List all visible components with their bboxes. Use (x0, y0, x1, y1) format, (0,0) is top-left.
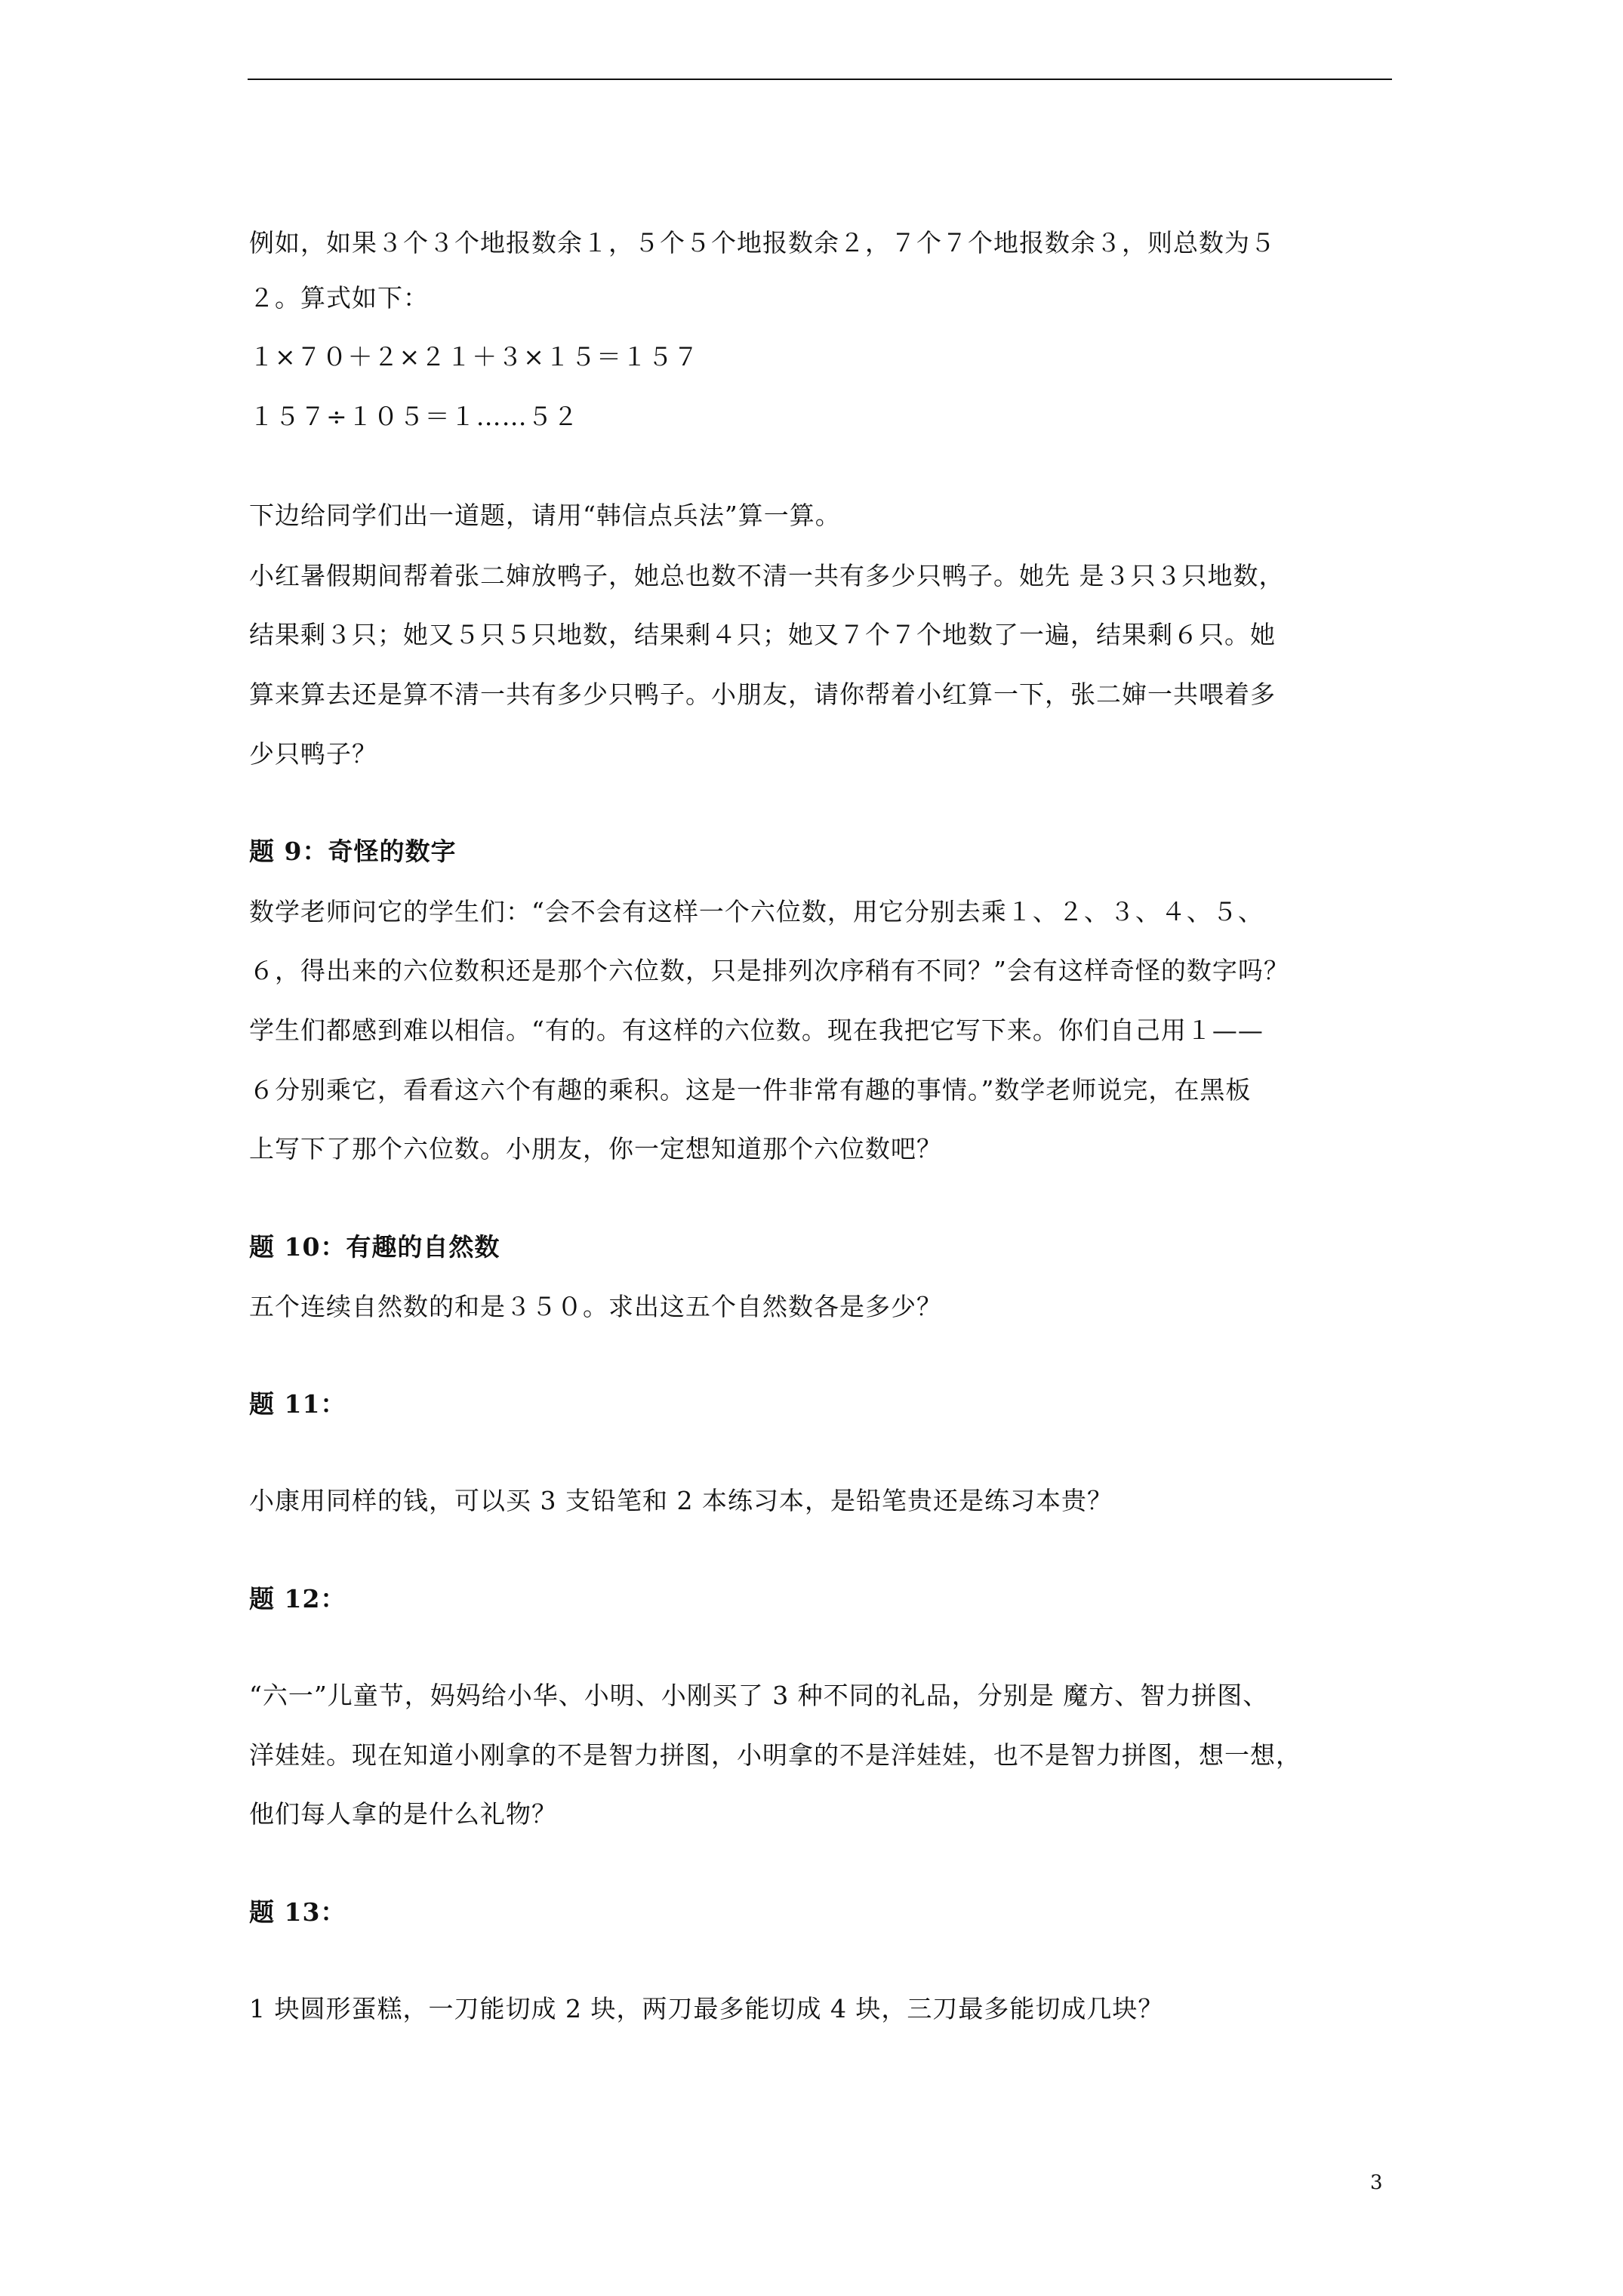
intro-line-2: 小红暑假期间帮着张二婶放鸭子，她总也数不清一共有多少只鸭子。她先 是３只３只地数， (249, 561, 1285, 590)
question-9-line-3: 学生们都感到难以相信。“有的。有这样的六位数。现在我把它写下来。你们自己用１—— (249, 1015, 1264, 1045)
example-line-1: 例如，如果３个３个地报数余１，５个５个地报数余２，７个７个地报数余３，则总数为５ (249, 228, 1276, 257)
header-rule (248, 79, 1392, 80)
formula-line-2: １５７÷１０５＝１……５２ (249, 402, 579, 431)
page-number: 3 (1370, 2171, 1383, 2194)
question-12-line-1: “六一”儿童节，妈妈给小华、小明、小刚买了 3 种不同的礼品，分别是 魔方、智力拼图、 (249, 1681, 1269, 1710)
question-11-title: 题 11： (249, 1389, 346, 1419)
question-9-title: 题 9：奇怪的数字 (249, 837, 457, 866)
question-12-line-3: 他们每人拿的是什么礼物？ (249, 1799, 557, 1829)
example-line-2: ２。算式如下： (249, 283, 429, 313)
question-10-line-1: 五个连续自然数的和是３５０。求出这五个自然数各是多少？ (249, 1292, 942, 1321)
question-10-title: 题 10：有趣的自然数 (249, 1232, 500, 1262)
question-9-line-4: ６分别乘它，看看这六个有趣的乘积。这是一件非常有趣的事情。”数学老师说完，在黑板 (249, 1075, 1252, 1105)
question-11-line-1: 小康用同样的钱，可以买 3 支铅笔和 2 本练习本，是铅笔贵还是练习本贵？ (249, 1486, 1113, 1515)
question-13-line-1: 1 块圆形蛋糕，一刀能切成 2 块，两刀最多能切成 4 块，三刀最多能切成几块？ (249, 1994, 1164, 2023)
question-9-line-2: ６，得出来的六位数积还是那个六位数，只是排列次序稍有不同？”会有这样奇怪的数字吗？ (249, 956, 1289, 985)
intro-line-3: 结果剩３只；她又５只５只地数，结果剩４只；她又７个７个地数了一遍，结果剩６只。她 (249, 620, 1276, 649)
intro-line-4: 算来算去还是算不清一共有多少只鸭子。小朋友，请你帮着小红算一下，张二婶一共喂着多 (249, 680, 1276, 709)
question-12-title: 题 12： (249, 1584, 346, 1613)
question-12-line-2: 洋娃娃。现在知道小刚拿的不是智力拼图，小明拿的不是洋娃娃，也不是智力拼图，想一想， (249, 1740, 1301, 1770)
question-9-line-5: 上写下了那个六位数。小朋友，你一定想知道那个六位数吧？ (249, 1134, 942, 1163)
intro-line-1: 下边给同学们出一道题，请用“韩信点兵法”算一算。 (249, 501, 841, 530)
question-9-line-1: 数学老师问它的学生们：“会不会有这样一个六位数，用它分别去乘１、２、３、４、５、 (249, 897, 1264, 926)
question-13-title: 题 13： (249, 1897, 346, 1927)
formula-line-1: １×７０＋２×２１＋３×１５＝１５７ (249, 342, 699, 371)
intro-line-5: 少只鸭子？ (249, 739, 377, 769)
